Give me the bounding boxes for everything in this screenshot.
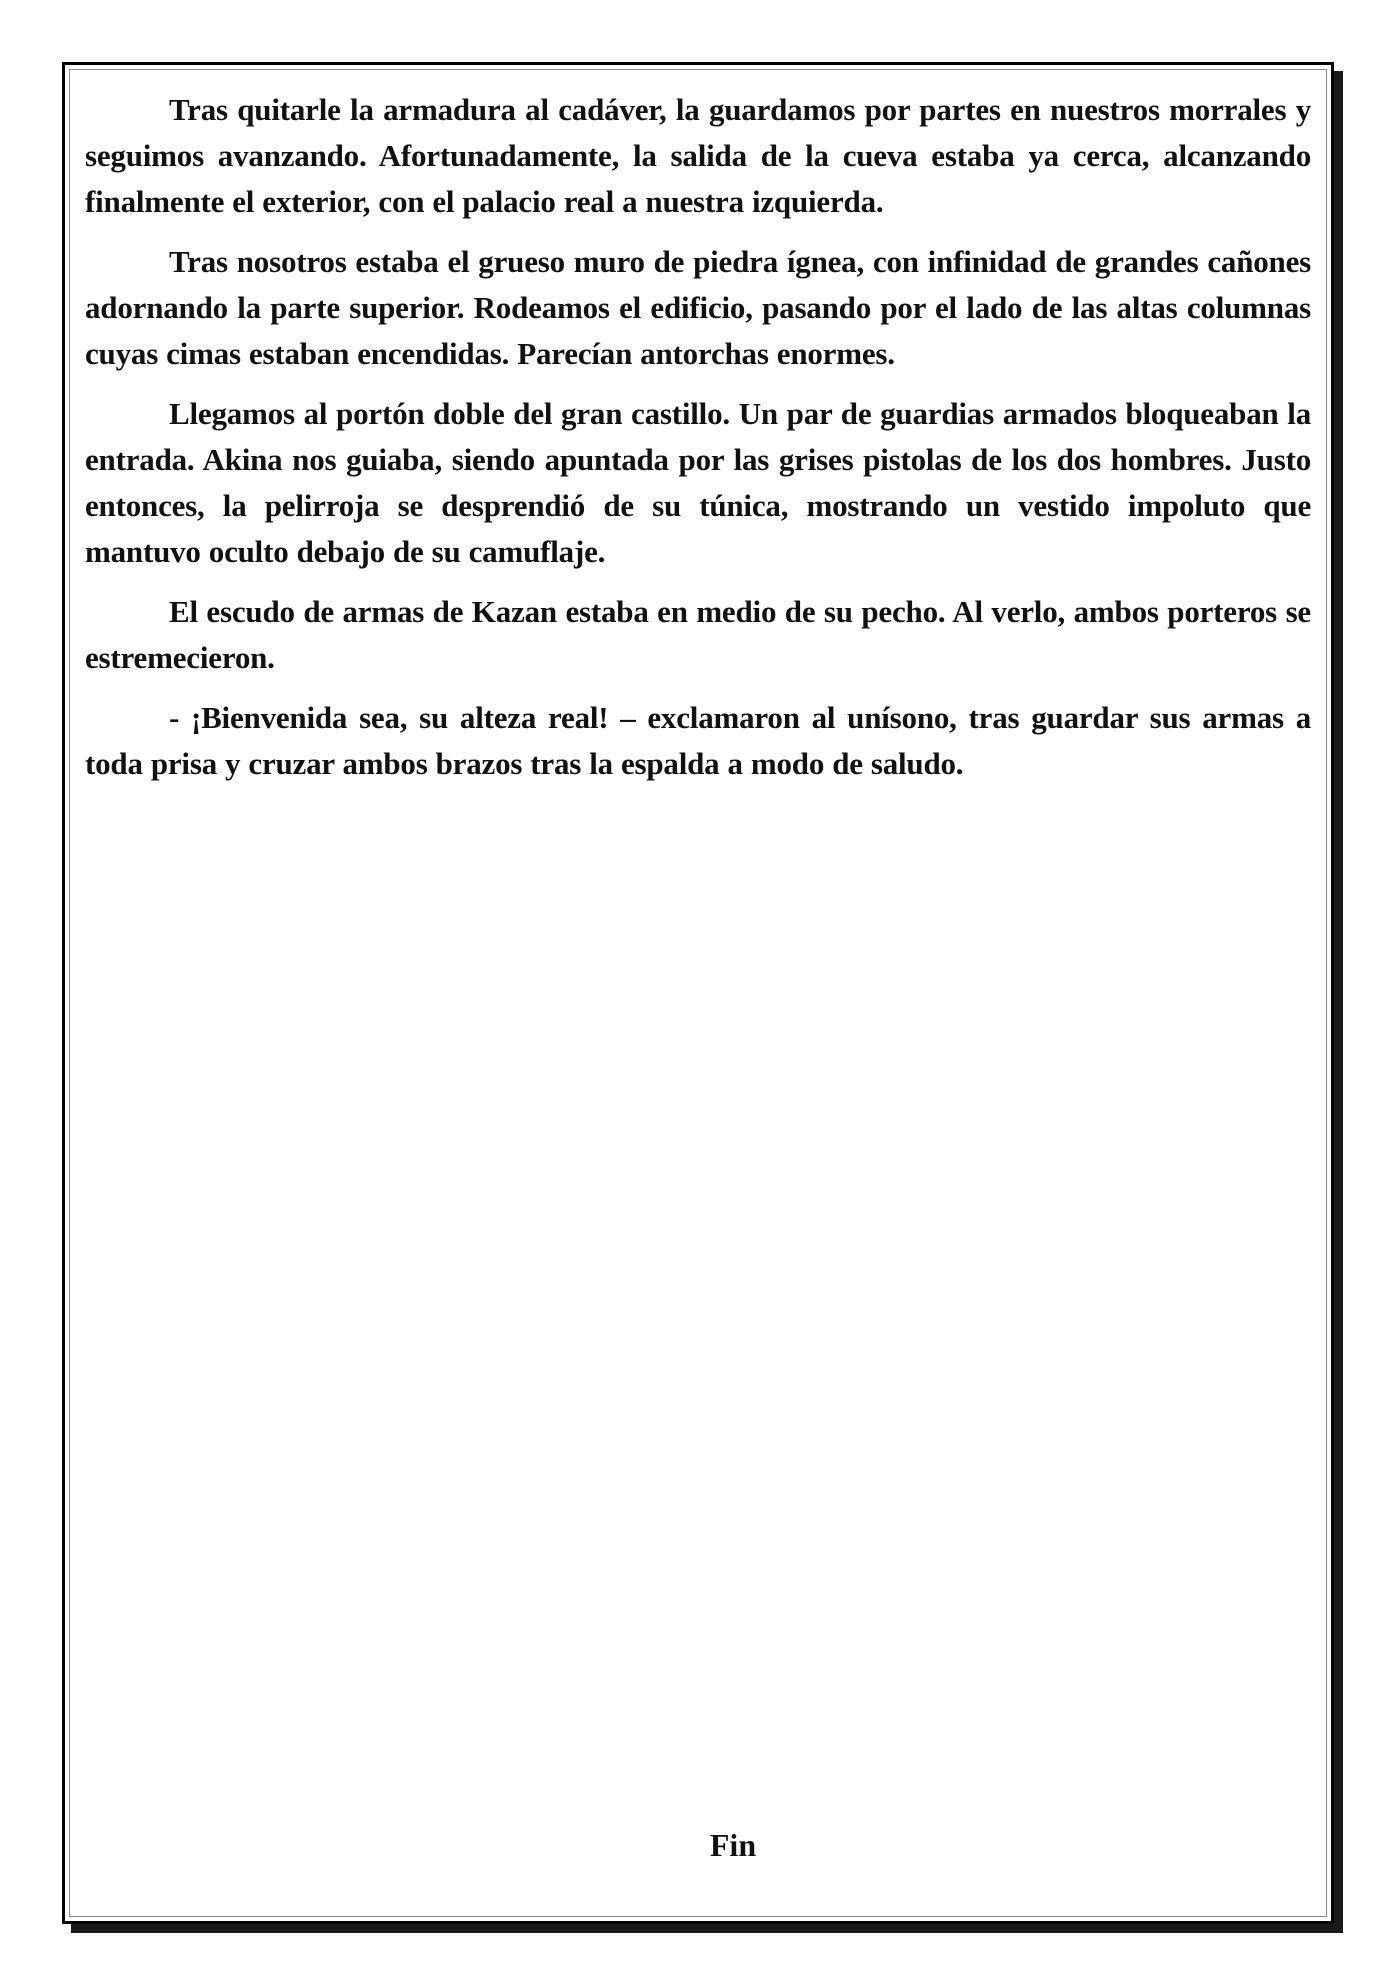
paragraph-3: Llegamos al portón doble del gran castillo. Un par de guardias armados bloqueaban la entrada. Akina nos guiaba, siendo apuntada por las grises pistolas de los dos hombres. Justo entonces, la pelirroja se desprendió de su túnica, mostrando un vestido impoluto que mantuvo oculto debajo de su camuflaje. xyxy=(85,396,1311,569)
paragraph-4: El escudo de armas de Kazan estaba en medio de su pecho. Al verlo, ambos porteros se estremecieron. xyxy=(85,594,1311,675)
text-body xyxy=(85,87,1311,801)
paragraph-5: - ¡Bienvenida sea, su alteza real! – exclamaron al unísono, tras guardar sus armas a toda prisa y cruzar ambos brazos tras la espalda a modo de saludo. xyxy=(85,700,1311,781)
paragraph-2: Tras nosotros estaba el grueso muro de piedra ígnea, con infinidad de grandes cañones adornando la parte superior. Rodeamos el edificio, pasando por el lado de las altas columnas cuyas cimas estaban encendidas. Parecían antorchas enormes. xyxy=(85,244,1311,371)
paragraph-1: Tras quitarle la armadura al cadáver, la guardamos por partes en nuestros morrales y seguimos avanzando. Afortunadamente, la salida de la cueva estaba ya cerca, alcanzando finalmente el exterior, con el palacio real a nuestra izquierda. xyxy=(85,92,1311,219)
page-frame xyxy=(62,62,1334,1924)
closing-fin: Fin xyxy=(709,1827,757,1863)
